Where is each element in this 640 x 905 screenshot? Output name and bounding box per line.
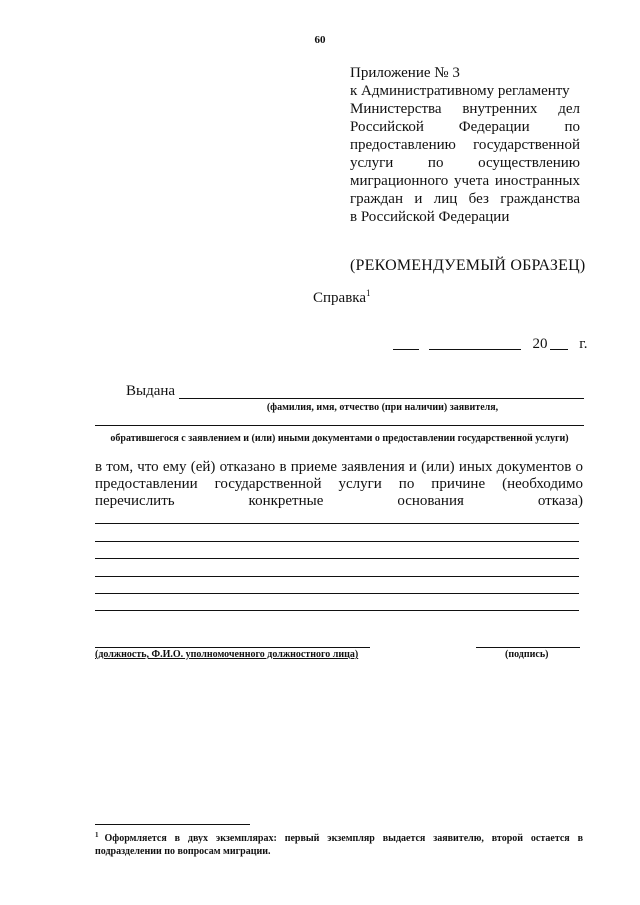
refusal-text-line: в том, что ему (ей) отказано в приеме заявления и (или) иных документов о xyxy=(95,459,583,475)
refusal-text-line: перечислить конкретные основания отказа) xyxy=(95,493,583,509)
footnote-text: Оформляется в двух экземплярах: первый экземпляр выдается заявителю, второй остается в xyxy=(104,833,583,844)
applicant-continuation-line[interactable] xyxy=(95,425,584,426)
applicant-name-line[interactable] xyxy=(179,398,584,399)
reason-line[interactable] xyxy=(95,610,579,611)
date-year-suffix: г. xyxy=(579,336,588,352)
date-month-blank[interactable] xyxy=(429,335,521,350)
applicant-caption: (фамилия, имя, отчество (при наличии) заявителя, xyxy=(266,402,499,413)
footnote-divider xyxy=(95,824,250,825)
reason-line[interactable] xyxy=(95,523,579,524)
footnote-mark: 1 xyxy=(366,288,371,298)
official-signature-line[interactable] xyxy=(95,647,370,648)
appendix-line: Российской Федерации по xyxy=(350,119,580,135)
footnote-line xyxy=(95,829,583,845)
date-field xyxy=(393,335,587,353)
appendix-line: предоставлению государственной xyxy=(350,137,580,153)
official-caption: (должность, Ф.И.О. уполномоченного должностного лица) xyxy=(95,649,359,660)
footnote-line: подразделении по вопросам миграции. xyxy=(95,846,271,857)
document-title xyxy=(313,288,371,307)
appendix-line: граждан и лиц без гражданства xyxy=(350,191,580,207)
date-year-blank[interactable] xyxy=(550,335,568,350)
footnote-number: 1 xyxy=(95,831,99,839)
appendix-line: Министерства внутренних дел xyxy=(350,101,580,117)
refusal-text-line: предоставлении государственной услуги по причине (необходимо xyxy=(95,476,583,492)
reason-line[interactable] xyxy=(95,541,579,542)
appendix-line: услуги по осуществлению xyxy=(350,155,580,171)
refusal-text xyxy=(95,459,583,510)
document-title-text: Справка xyxy=(313,290,366,306)
reason-line[interactable] xyxy=(95,576,579,577)
signature-line[interactable] xyxy=(476,647,580,648)
appendix-line: миграционного учета иностранных xyxy=(350,173,580,189)
reason-line[interactable] xyxy=(95,593,579,594)
appendix-line: в Российской Федерации xyxy=(350,209,510,225)
sample-title: (РЕКОМЕНДУЕМЫЙ ОБРАЗЕЦ) xyxy=(350,257,586,274)
page-number: 60 xyxy=(314,34,326,46)
appendix-line: Приложение № 3 xyxy=(350,65,460,81)
footnote xyxy=(95,829,583,858)
date-day-blank[interactable] xyxy=(393,335,419,350)
appendix-line: к Административному регламенту xyxy=(350,83,570,99)
date-year-prefix: 20 xyxy=(532,336,548,352)
reason-line[interactable] xyxy=(95,558,579,559)
appeal-caption: обратившегося с заявлением и (или) иными документами о предоставлении государственной услуги) xyxy=(110,433,569,444)
appendix-header xyxy=(350,64,580,226)
issued-label: Выдана xyxy=(126,383,176,399)
signature-caption: (подпись) xyxy=(505,649,549,660)
